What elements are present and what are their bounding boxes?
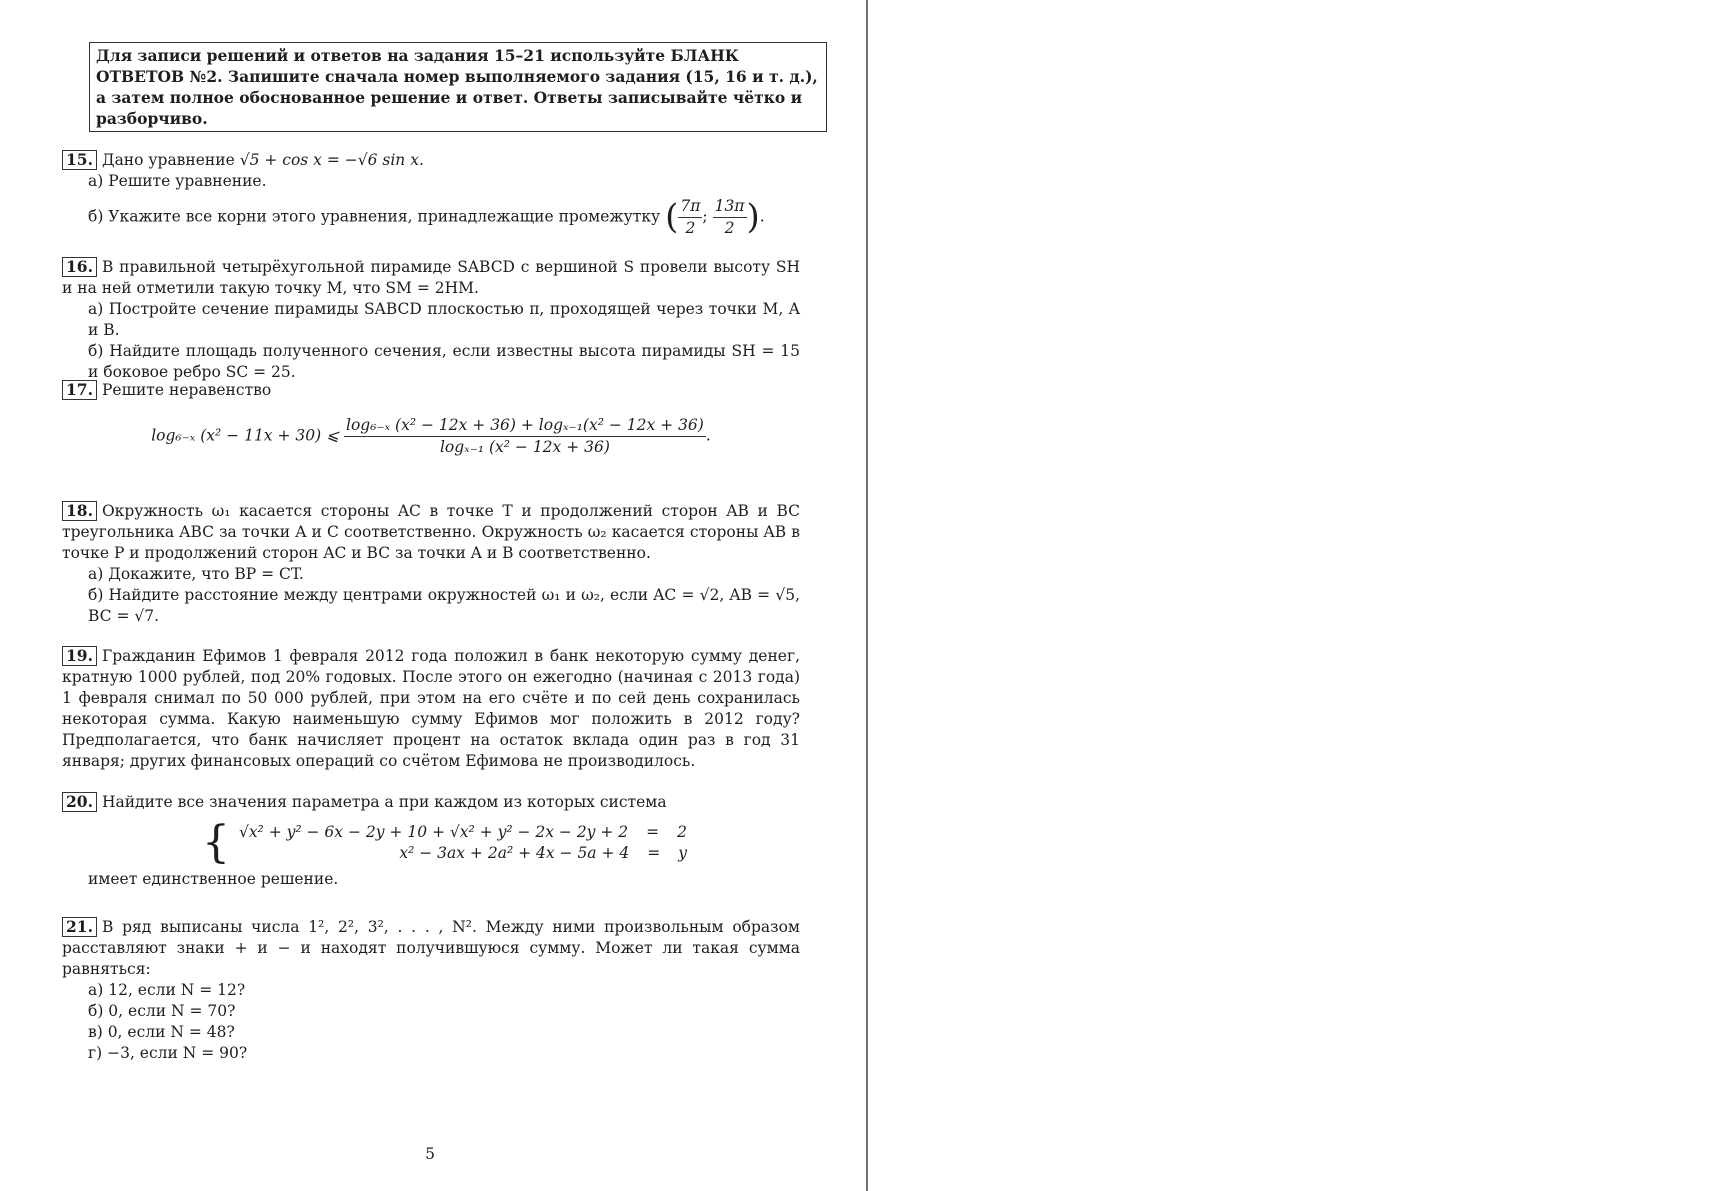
task-20: 20. Найдите все значения параметра a при каждом из которых система { √x² + y² − 6x − 2y + 10 + √x² + y² − 2x − 2y + 2 = 2 x² − 3ax + 2a² + 4x − 5a + 4 = y имеет единственное решение.: [62, 792, 800, 890]
task-19: 19. Гражданин Ефимов 1 февраля 2012 года положил в банк некоторую сумму денег, кратную 1000 рублей, под 20% годовых. После этого он ежегодно (начиная с 2013 года) 1 февраля снимал по 50 000 рублей, при этом на его счёте и по сей день сохранилась некоторая сумма. Какую наименьшую сумму Ефимов мог положить в 2012 году? Предполагается, что банк начисляет процент на остаток вклада один раз в год 31 января; других финансовых операций со счётом Ефимова не производилось.: [62, 646, 800, 770]
task-21-part-c: в) 0, если N = 48?: [88, 1023, 235, 1041]
task-number: 16.: [62, 257, 97, 277]
task-21-part-b: б) 0, если N = 70?: [88, 1002, 236, 1020]
task-number: 20.: [62, 792, 97, 812]
page-divider: [866, 0, 868, 1191]
task-16-part-b: б) Найдите площадь полученного сечения, если известны высота пирамиды SH = 15 и боковое ребро SC = 25.: [88, 342, 800, 381]
task-16: 16. В правильной четырёхугольной пирамиде SABCD с вершиной S провели высоту SH и на ней отметили такую точку M, что SM = 2HM. а) Постройте сечение пирамиды SABCD плоскостью π, проходящей через точки M, A и B. б) Найдите площадь полученного сечения, если известны высота пирамиды SH = 15 и боковое ребро SC = 25.: [62, 257, 800, 381]
task-number: 21.: [62, 917, 97, 937]
inequality: log₆₋ₓ (x² − 11x + 30) ⩽ $\frac{\text{log₆₋ₓ (x² − 12x + 36) + logₓ₋₁(x² − 12x + 36)}}{\text{logₓ₋₁ (x² − 12x + 36)}}$ .: [151, 416, 711, 456]
task-number: 19.: [62, 646, 97, 666]
page-number: 5: [425, 1145, 435, 1163]
task-15-part-b: б) Укажите все корни этого уравнения, принадлежащие промежутку ( $\frac{7\pi}{2}$ ; $\frac{13\pi}{2}$ ).: [88, 197, 765, 237]
task-number: 15.: [62, 150, 97, 170]
equation-system: { √x² + y² − 6x − 2y + 10 + √x² + y² − 2x − 2y + 2 = 2 x² − 3ax + 2a² + 4x − 5a + 4 = y: [202, 817, 688, 868]
task-21-part-a: а) 12, если N = 12?: [88, 981, 246, 999]
task-18: 18. Окружность ω₁ касается стороны AC в точке T и продолжений сторон AB и BC треугольника ABC за точки A и C соответственно. Окружность ω₂ касается стороны AB в точке P и продолжений сторон AC и BC за точки A и B соответственно. а) Докажите, что BP = CT. б) Найдите расстояние между центрами окружностей ω₁ и ω₂, если AC = √2, AB = √5, BC = √7.: [62, 501, 800, 625]
task-16-part-a: а) Постройте сечение пирамиды SABCD плоскостью π, проходящей через точки M, A и B.: [88, 300, 800, 339]
task-15-part-a: а) Решите уравнение.: [88, 172, 267, 190]
task-21-part-d: г) −3, если N = 90?: [88, 1044, 248, 1062]
task-17: 17. Решите неравенство log₆₋ₓ (x² − 11x + 30) ⩽ $\frac{\text{log₆₋ₓ (x² − 12x + 36) + logₓ₋₁(x² − 12x + 36)}}{\text{logₓ₋₁ (x² − 12x + 36)}}$ .: [62, 380, 800, 458]
task-18-part-a: а) Докажите, что BP = CT.: [88, 565, 304, 583]
task-21: 21. В ряд выписаны числа 1², 2², 3², . . . , N². Между ними произвольным образом расставляют знаки + и − и находят получившуюся сумму. Может ли такая сумма равняться: а) 12, если N = 12? б) 0, если N = 70? в) 0, если N = 48? г) −3, если N = 90?: [62, 917, 800, 1062]
task-18-part-b: б) Найдите расстояние между центрами окружностей ω₁ и ω₂, если AC = √2, AB = √5, BC = √7.: [88, 586, 800, 625]
task-number: 18.: [62, 501, 97, 521]
task-number: 17.: [62, 380, 97, 400]
task-15: 15. Дано уравнение √5 + cos x = −√6 sin x. а) Решите уравнение. б) Укажите все корни этого уравнения, принадлежащие промежутку ( $\frac{7\pi}{2}$ ; $\frac{13\pi}{2}$ ).: [62, 150, 800, 239]
instructions-box: Для записи решений и ответов на задания 15–21 используйте БЛАНК ОТВЕТОВ №2. Запишите сначала номер выполняемого задания (15, 16 и т. д.), а затем полное обоснованное решение и ответ. Ответы записывайте чётко и разборчиво.: [89, 42, 827, 132]
